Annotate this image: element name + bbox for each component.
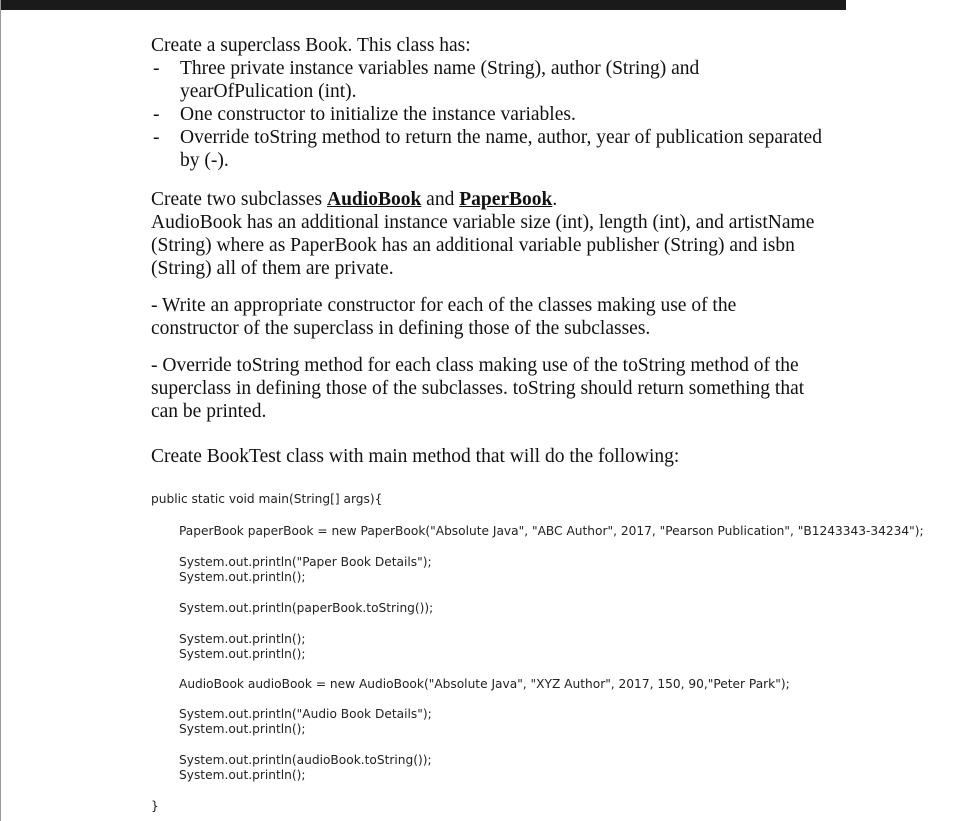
tostring-instruction-line-1: - Override toString method for each class making use of the toString method of the <box>151 355 799 376</box>
code-line: System.out.println(paperBook.toString()); <box>179 601 434 615</box>
code-line: System.out.println(audioBook.toString()); <box>179 753 432 767</box>
code-line-audiobook: AudioBook audioBook = new AudioBook("Absolute Java", "XYZ Author", 2017, 150, 90,"Peter Park"); <box>179 677 790 691</box>
constructor-instruction-line-2: constructor of the superclass in defining those of the subclasses. <box>151 318 651 339</box>
document-body <box>151 34 941 468</box>
bullet-tostring: - Override toString method to return the name, author, year of publication separated <box>153 127 822 148</box>
subclass-fields-line-2: (String) where as PaperBook has an additional variable publisher (String) and isbn <box>151 235 795 256</box>
audiobook-term: AudioBook <box>327 189 422 210</box>
code-line: System.out.println("Audio Book Details"); <box>179 707 432 721</box>
bullet-dash: - <box>153 127 160 148</box>
left-page-edge <box>0 0 1 821</box>
superclass-requirements <box>151 57 941 172</box>
bullet-instance-vars: - Three private instance variables name (String), author (String) and <box>153 58 700 79</box>
subclass-fields-line-1: AudioBook has an additional instance variable size (int), length (int), and artistName <box>151 212 815 233</box>
bullet-instance-vars-cont: yearOfPulication (int). <box>180 81 357 102</box>
subclass-fields-line-3: (String) all of them are private. <box>151 258 394 279</box>
closing-brace: } <box>151 799 159 813</box>
code-line: System.out.println(); <box>179 768 306 782</box>
code-line: System.out.println(); <box>179 722 306 736</box>
subclasses-intro: Create two subclasses AudioBook and PaperBook. <box>151 189 558 210</box>
code-line: System.out.println(); <box>179 647 306 661</box>
main-signature: public static void main(String[] args){ <box>151 492 383 506</box>
booktest-instruction: Create BookTest class with main method that will do the following: <box>151 446 680 467</box>
superclass-intro: Create a superclass Book. This class has: <box>151 35 471 56</box>
bullet-tostring-cont: by (-). <box>180 150 229 171</box>
constructor-instruction-line-1: - Write an appropriate constructor for each of the classes making use of the <box>151 295 737 316</box>
code-line: System.out.println(); <box>179 632 306 646</box>
bullet-constructor: - One constructor to initialize the instance variables. <box>153 104 576 125</box>
code-line: System.out.println(); <box>179 570 306 584</box>
paperbook-term: PaperBook <box>459 189 553 210</box>
bullet-dash: - <box>153 58 160 79</box>
code-line: System.out.println("Paper Book Details"); <box>179 555 432 569</box>
tostring-instruction-line-3: can be printed. <box>151 401 267 422</box>
tostring-instruction-line-2: superclass in defining those of the subclasses. toString should return something that <box>151 378 805 399</box>
code-line-paperbook: PaperBook paperBook = new PaperBook("Absolute Java", "ABC Author", 2017, "Pearson Publication", "B1243343-34234"); <box>179 524 924 538</box>
top-page-bar <box>0 0 846 10</box>
bullet-dash: - <box>153 104 160 125</box>
